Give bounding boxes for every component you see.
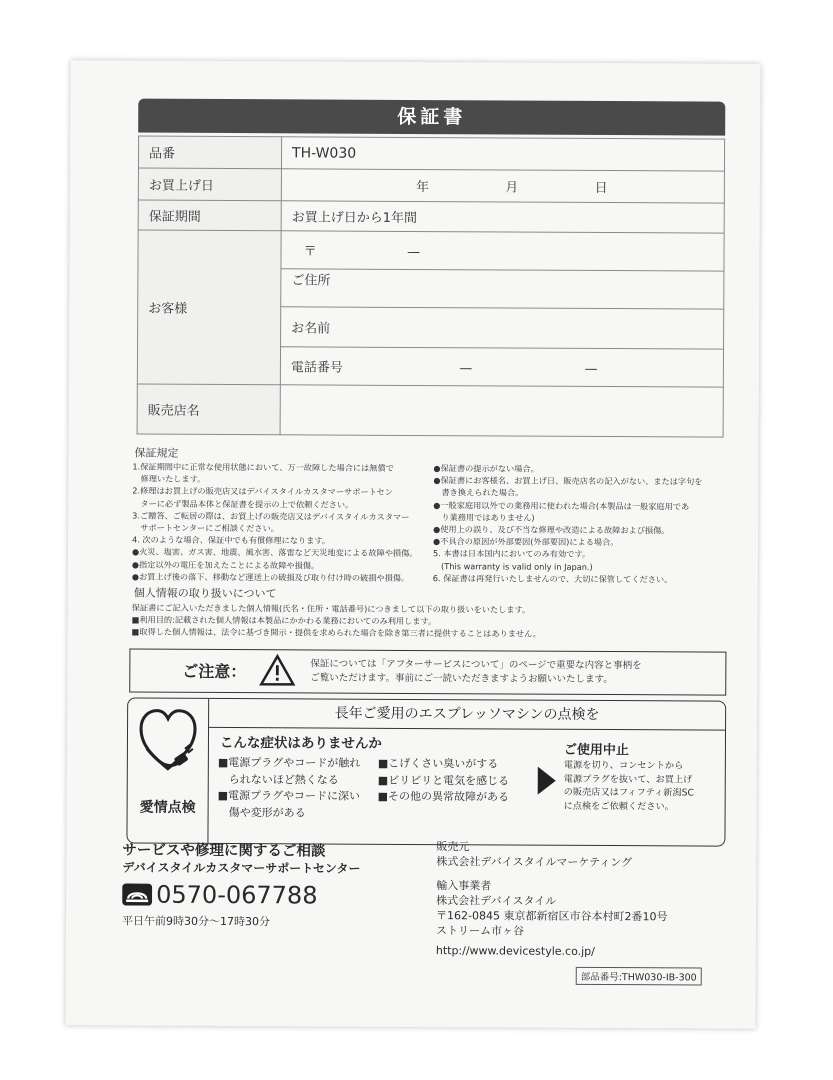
stop-use-text xyxy=(564,759,694,814)
model-value: TH-W030 xyxy=(281,137,724,171)
warranty-form xyxy=(137,136,726,438)
warning-icon xyxy=(258,653,296,687)
rules-heading: 保証規定 xyxy=(134,446,179,460)
rule-line: サポートセンターにご相談ください。 xyxy=(132,522,279,534)
rule-line: 4. 次のような場合、保証中でも有償修理になります。 xyxy=(131,534,331,546)
notice-text xyxy=(310,657,641,687)
seller-name: 株式会社デバイスタイルマーケティング xyxy=(436,855,633,870)
company-info xyxy=(436,839,668,959)
heart-plug-icon xyxy=(137,705,199,783)
year-label: 年 xyxy=(415,180,430,196)
warranty-period-value: お買上げ日から1年間 xyxy=(281,201,724,233)
page-title: 保証書 xyxy=(138,99,725,136)
name-field[interactable] xyxy=(281,307,724,349)
privacy-line: 保証書にご記入いただきました個人情報(氏名・住所・電話番号)につきまして以下の取り扱いをいたします。 xyxy=(131,602,531,615)
care-badge-label: 愛情点検 xyxy=(139,799,196,816)
company-url[interactable]: http://www.devicestyle.co.jp/ xyxy=(435,943,595,958)
notice-line: ご覧いただけます。事前にご一読いただきますようお願いいたします。 xyxy=(310,672,613,686)
privacy-line: ■取得した個人情報は、法令に基づき開示・提供を求められた場合を除き第三者に提供することはありません。 xyxy=(131,626,541,640)
rule-line: 1.保証期間中に正常な使用状態において、万一故障した場合には無償で xyxy=(132,461,394,473)
purchase-date-label: お買上げ日 xyxy=(138,168,281,201)
rule-line: ●保証書にお客様名、お買上げ日、販売店名の記入がない、または字句を xyxy=(433,475,703,487)
symptom-item: ■電源プラグやコードに深い xyxy=(217,788,361,803)
stop-line: の販売店又はフィフティ新潟SC xyxy=(563,786,694,799)
rule-line: 3.ご贈答、ご転居の際は、お買上げの販売店又はデバイスタイルカスタマー xyxy=(132,510,410,522)
rule-line: ●不具合の原因が外部要因(外部要因)による場合。 xyxy=(432,536,619,548)
rule-line: ターに必ず製品本体と保証書を提示の上で依頼ください。 xyxy=(132,498,354,510)
support-hours: 平日午前9時30分〜17時30分 xyxy=(121,914,271,929)
care-check-box xyxy=(126,698,726,847)
warranty-sheet xyxy=(65,60,760,1029)
customer-label: お客様 xyxy=(137,230,281,385)
rule-line: ●お買上げ後の落下、移動など運送上の破損及び取り付け時の破損や損傷。 xyxy=(131,571,410,583)
care-heading: 長年ご愛用のエスプレッソマシンの点検を xyxy=(209,699,725,731)
postal-dash: — xyxy=(406,244,421,261)
purchase-date-field[interactable] xyxy=(281,169,724,203)
stop-use-heading: ご使用中止 xyxy=(563,742,629,759)
address-label: ご住所 xyxy=(291,273,331,289)
rule-line: ●保証書の提示がない場合。 xyxy=(433,463,539,474)
rule-line: 修理いたします。 xyxy=(132,473,206,485)
symptom-item: ■ビリビリと電気を感じる xyxy=(377,773,510,788)
seller-label: 販売元 xyxy=(436,840,470,854)
navi-dial-icon xyxy=(122,883,152,905)
warranty-period-label: 保証期間 xyxy=(138,200,281,231)
rule-line: ●使用上の誤り、及び不当な修理や改造による故障および損傷。 xyxy=(433,524,670,536)
symptom-list-1 xyxy=(218,755,361,822)
rule-line: 5. 本書は日本国内においてのみ有効です。 xyxy=(432,548,591,560)
symptom-item: ■こげくさい臭いがする xyxy=(377,756,499,771)
name-label: お名前 xyxy=(291,321,331,337)
importer-name: 株式会社デバイスタイル xyxy=(436,894,557,908)
postal-code-field[interactable] xyxy=(281,231,724,271)
model-label: 品番 xyxy=(138,136,281,169)
day-label: 日 xyxy=(594,180,608,197)
rules-left xyxy=(132,461,433,585)
stop-line: 電源プラグを抜いて、お買上げ xyxy=(563,773,693,785)
importer-label: 輸入事業者 xyxy=(436,878,492,893)
symptom-item: 傷や変形がある xyxy=(217,805,306,819)
phone-label: 電話番号 xyxy=(290,360,343,376)
rule-line: (This warranty is valid only in Japan.) xyxy=(432,560,593,572)
address-field[interactable] xyxy=(281,269,724,309)
support-phone: 0570-067788 xyxy=(156,880,318,910)
rule-line: ●一般家庭用以外での業務用に使われた場合(本製品は一般家庭用であ xyxy=(433,499,690,512)
phone-field[interactable] xyxy=(280,347,723,387)
company-address-2: ストリーム市ヶ谷 xyxy=(435,924,525,939)
care-badge xyxy=(127,699,209,843)
phone-dash-1: — xyxy=(459,361,473,377)
symptom-item: ■電源プラグやコードが触れ xyxy=(217,755,361,770)
symptom-item: られないほど熱くなる xyxy=(217,772,339,787)
rules-right xyxy=(433,462,734,586)
notice-box xyxy=(129,649,726,696)
arrow-right-icon xyxy=(536,765,558,797)
rule-line: 書き換えられた場合。 xyxy=(433,487,524,498)
stop-line: 電源を切り、コンセントから xyxy=(563,759,684,772)
symptom-item: ■その他の異常故障がある xyxy=(377,789,510,804)
postal-mark: 〒 xyxy=(303,244,317,260)
symptom-question: こんな症状はありませんか xyxy=(219,734,382,752)
notice-label: ご注意： xyxy=(182,661,247,682)
support-heading: サービスや修理に関するご相談 xyxy=(122,842,326,860)
store-field[interactable] xyxy=(280,385,723,437)
phone-dash-2: — xyxy=(584,361,598,377)
privacy-text xyxy=(132,602,732,642)
company-address-1: 〒162-0845 東京都新宿区市谷本村町2番10号 xyxy=(436,909,668,924)
symptom-list-2 xyxy=(378,756,510,806)
rule-line: ●指定以外の電圧を加えたことによる故障や損傷。 xyxy=(131,559,320,571)
store-label: 販売店名 xyxy=(137,384,280,435)
notice-line: 保証については「アフターサービスについて」のページで重要な内容と事柄を xyxy=(310,658,642,672)
part-number: 部品番号:THW030-IB-300 xyxy=(576,967,702,986)
rule-line: ●火災、塩害、ガス害、地震、風水害、落雷など天災地変による故障や損傷。 xyxy=(131,546,418,559)
privacy-heading: 個人情報の取り扱いについて xyxy=(133,586,277,601)
rule-line: 6. 保証書は再発行いたしませんので、大切に保管してください。 xyxy=(432,572,673,585)
support-center: デバイスタイルカスタマーサポートセンター xyxy=(122,860,361,876)
stop-line: に点検をご依頼ください。 xyxy=(563,800,674,812)
rule-line: 2.修理はお買上げの販売店又はデバイスタイルカスタマーサポートセン xyxy=(132,485,393,498)
month-label: 月 xyxy=(505,180,519,196)
privacy-line: ■利用目的:記載された個人情報は本製品にかかわる業務においてのみ利用します。 xyxy=(131,614,437,627)
rule-line: り業務用ではありません) xyxy=(433,511,535,523)
